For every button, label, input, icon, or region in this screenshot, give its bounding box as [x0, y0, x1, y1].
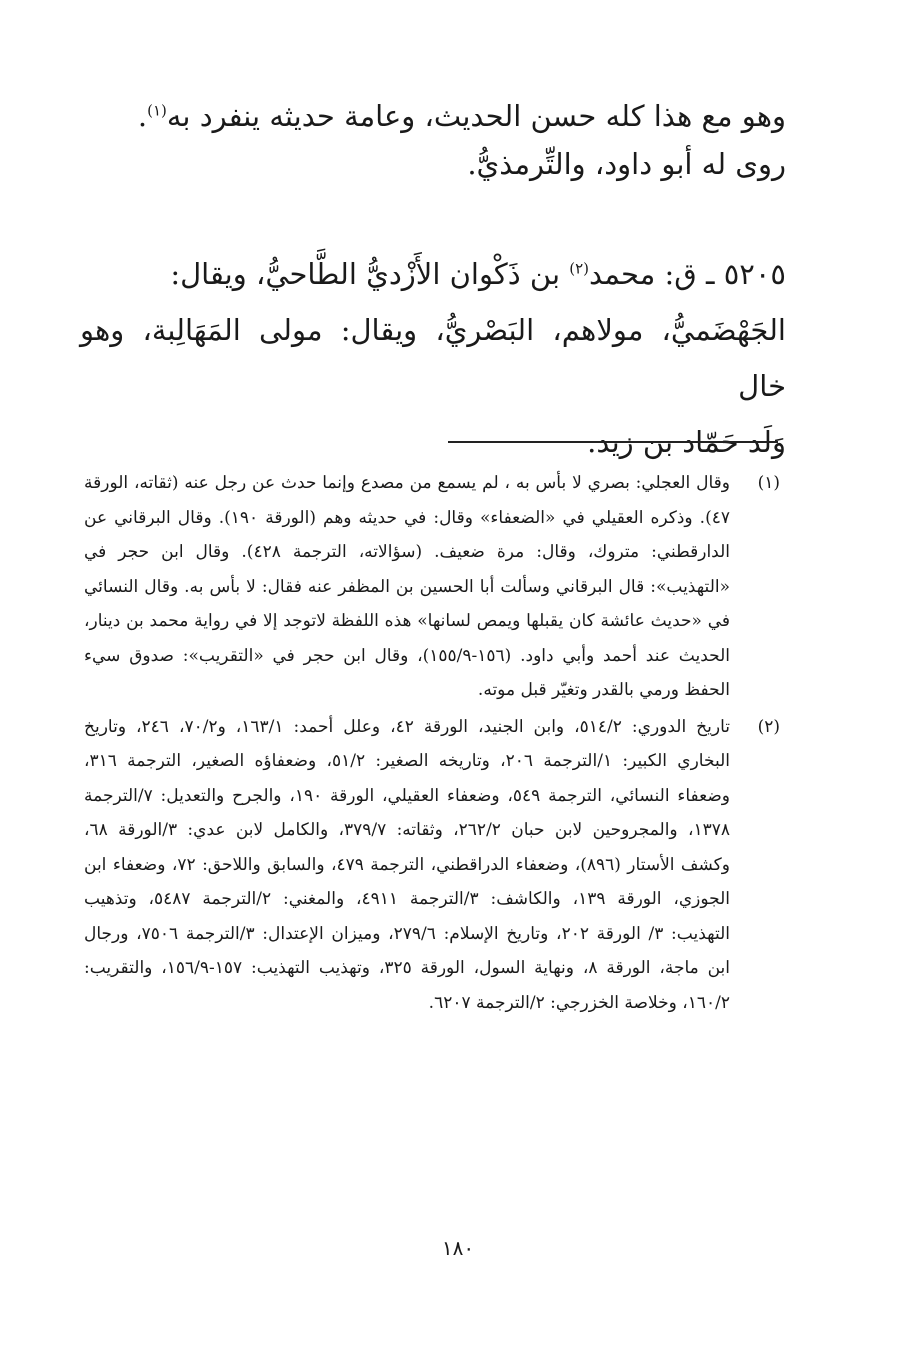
- footnotes: [84, 466, 780, 1022]
- entry-line-3: وَلَد حَمّاد بن زيد.: [587, 425, 786, 459]
- entry-line-1: [80, 246, 786, 302]
- entry-line-2: الجَهْضَميُّ، مولاهم، البَصْريُّ، ويقال: مولى المَهَالِبة، وهو خال: [80, 313, 786, 403]
- main-text: [80, 92, 786, 470]
- footnote-1-text: وقال العجلي: بصري لا بأس به ، لم يسمع من مصدع وإنما حدث عن رجل عنه (ثقاته، الورقة ٤٧). وذكره العقيلي في «الضعفاء» وقال: في حديثه وهم (الورقة ١٩٠). وقال البرقاني عن الدارقطني: متروك، وقال: مرة ضعيف. (سؤالاته، الترجمة ٤٢٨). وقال ابن حجر في «التهذيب»: قال البرقاني وسألت أبا الحسين بن المظفر عنه فقال: لا بأس به. وقال النسائي في «حديث عائشة كان يقبلها ويمص لسانها» هذه اللفظة لاتوجد إلا في رواية محمد بن دينار، الحديث عند أحمد وأبي داود. (١٥٦-١٥٥/٩)، وقال ابن حجر في «التقريب»: صدوق سيء الحفظ ورمي بالقدر وتغيّر قبل موته.: [84, 473, 730, 700]
- paragraph-2: روى له أبو داود، والتِّرمذيُّ.: [467, 147, 786, 181]
- footnote-separator: [448, 441, 778, 443]
- footnote-2: [84, 710, 780, 1021]
- footnote-1: [84, 466, 780, 708]
- footnote-1-number: (١): [757, 473, 780, 493]
- footnote-2-number: (٢): [757, 716, 780, 737]
- page-number: ١٨٠: [441, 1236, 475, 1260]
- paragraph-1-end: .: [137, 99, 148, 133]
- footnote-2-text: تاريخ الدوري: ٥١٤/٢، وابن الجنيد، الورقة ٤٢، وعلل أحمد: ١٦٣/١، و٧٠/٢، ٢٤٦، وتاريخ البخاري الكبير: ١/الترجمة ٢٠٦، وتاريخه الصغير: ٥١/٢، وضعفاؤه الصغير، الترجمة ٣١٦، وضعفاء النسائي، الترجمة ٥٤٩، وضعفاء العقيلي، الورقة ١٩٠، والجرح والتعديل: ٧/الترجمة ١٣٧٨، والمجروحين لابن حبان ٢٦٢/٢، وثقاته: ٣٧٩/٧، والكامل لابن عدي: ٣/الورقة ٦٨، وكشف الأستار (٨٩٦)، وضعفاء الدراقطني، الترجمة ٤٧٩، والسابق واللاحق: ٧٢، وضعفاء ابن الجوزي، الورقة ١٣٩، والكاشف: ٣/الترجمة ٤٩١١، والمغني: ٢/الترجمة ٥٤٨٧، وتذهيب التهذيب: ٣/ الورقة ٢٠٢، وتاريخ الإسلام: ٢٧٩/٦، وميزان الإعتدال: ٣/الترجمة ٧٥٠٦، ورجال ابن ماجة، الورقة ٨، ونهاية السول، الورقة ٣٢٥، وتهذيب التهذيب: ١٥٧-١٥٦/٩، والتقريب: ١٦٠/٢، وخلاصة الخزرجي: ٢/الترجمة ٦٢٠٧.: [84, 716, 731, 1013]
- footnote-ref-1[interactable]: (١): [147, 101, 167, 120]
- paragraph-1-text: وهو مع هذا كله حسن الحديث، وعامة حديثه ينفرد به: [166, 99, 786, 133]
- entry-line-1-rest: بن ذَكْوان الأَزْديُّ الطَّاحيُّ، ويقال:: [170, 257, 570, 291]
- footnote-ref-2[interactable]: (٢): [569, 259, 590, 278]
- biography-entry: [80, 246, 786, 470]
- paragraph-1: [80, 92, 786, 140]
- entry-heading: ٥٢٠٥ ـ ق: محمد: [589, 257, 786, 291]
